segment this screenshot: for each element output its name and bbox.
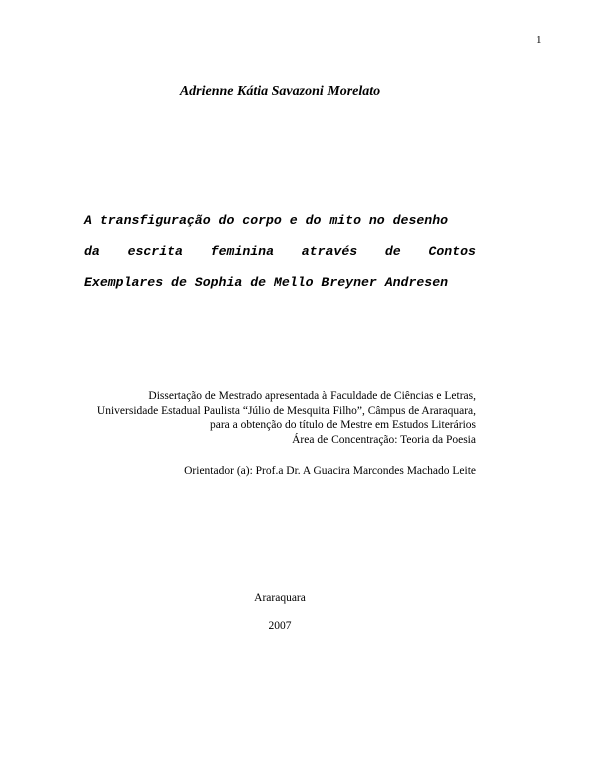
title-line-2 bbox=[84, 236, 476, 267]
statement-line: para a obtenção do título de Mestre em Estudos Literários bbox=[209, 419, 476, 432]
title-word: através bbox=[301, 244, 358, 259]
document-title bbox=[84, 205, 476, 298]
dissertation-statement bbox=[70, 389, 476, 447]
title-word: escrita bbox=[127, 244, 183, 259]
title-line-3: Exemplares de Sophia de Mello Breyner Andresen bbox=[84, 275, 449, 290]
statement-line: Universidade Estadual Paulista “Júlio de Mesquita Filho”, Câmpus de Araraquara, bbox=[96, 404, 476, 417]
author-name: Adrienne Kátia Savazoni Morelato bbox=[179, 84, 381, 99]
title-word: feminina bbox=[210, 244, 275, 259]
advisor-line: Orientador (a): Prof.a Dr. A Guacira Marcondes Machado Leite bbox=[184, 465, 476, 477]
title-word: da bbox=[84, 244, 100, 259]
statement-line: Área de Concentração: Teoria da Poesia bbox=[292, 433, 476, 446]
city: Araraquara bbox=[254, 592, 306, 604]
year: 2007 bbox=[268, 620, 292, 632]
title-word: Contos bbox=[428, 244, 476, 259]
statement-line: Dissertação de Mestrado apresentada à Faculdade de Ciências e Letras, bbox=[148, 390, 476, 402]
title-line-1: A transfiguração do corpo e do mito no desenho bbox=[84, 213, 449, 228]
title-word: de bbox=[384, 244, 401, 259]
page-number: 1 bbox=[536, 34, 542, 46]
